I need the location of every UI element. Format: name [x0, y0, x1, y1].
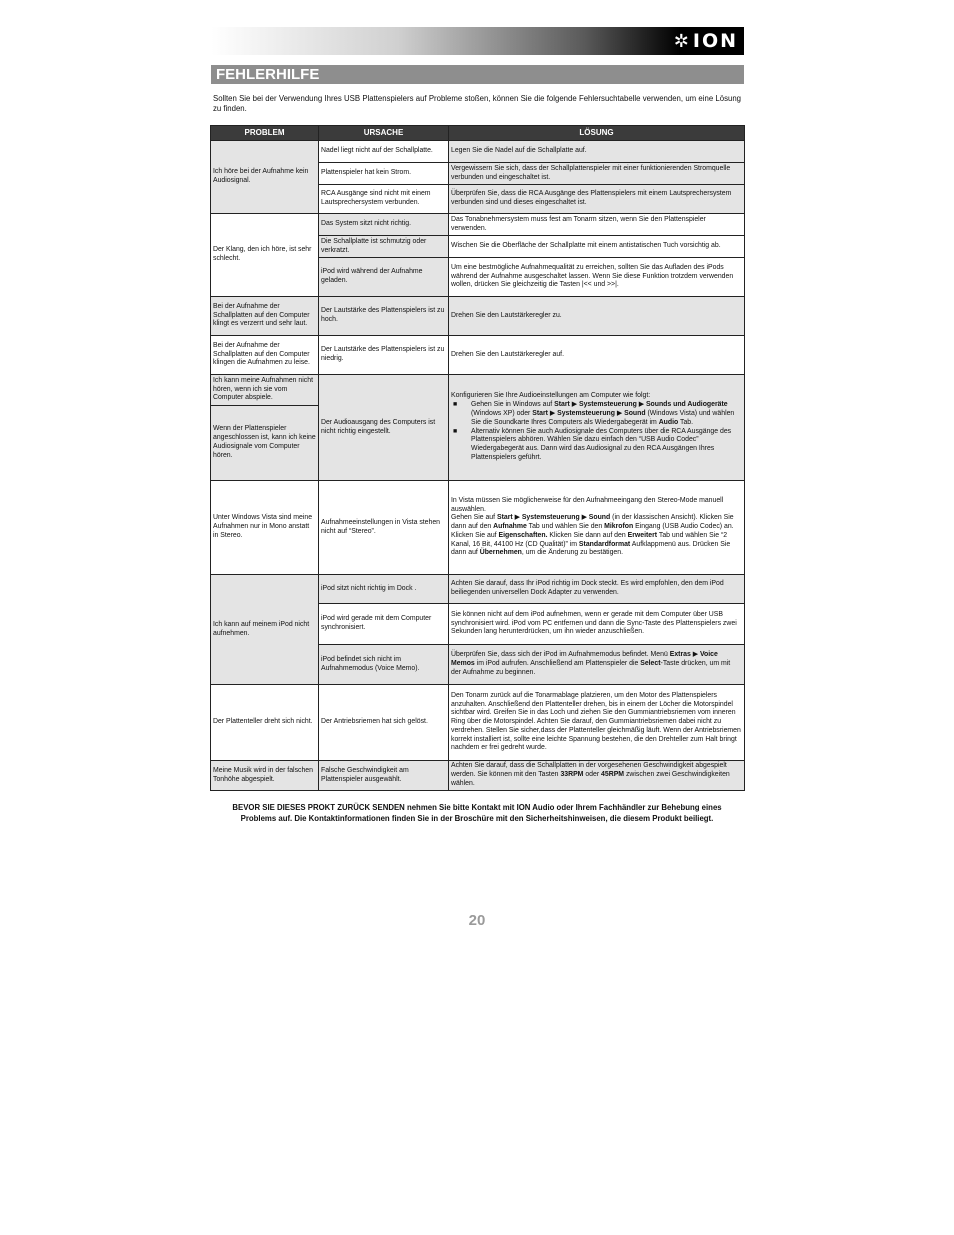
solution-cell: In Vista müssen Sie möglicherweise für den Aufnahmeeingang den Stereo-Mode manuell auswählen. Gehen Sie auf Start ▶ Systemsteuerung ▶ Sound (in der klassischen Ansicht). Klicken Sie dann auf den Aufnahme Tab und wählen Sie den Mikrofon Eingang (USB Audio Codec) an. Klicken Sie auf Eigenschaften. Klicken Sie dann auf den Erweitert Tab und wählen Sie “2 Kanal, 16 Bit, 44100 Hz (CD Qualität)” im Standardformat Aufklappmenü aus. Drücken Sie dann auf Übernehmen, um die Änderung zu bestätigen.	[449, 481, 745, 575]
intro-paragraph: Sollten Sie bei der Verwendung Ihres USB Plattenspielers auf Probleme stoßen, können Sie die folgende Fehlersuchtabelle verwenden, um eine Lösung zu finden.	[213, 94, 741, 113]
problem-cell: Ich kann auf meinem iPod nicht aufnehmen.	[211, 575, 319, 685]
table-row	[211, 685, 745, 761]
return-notice: BEVOR SIE DIESES PROKT ZURÜCK SENDEN nehmen Sie bitte Kontakt mit ION Audio oder Ihrem Fachhändler zur Behebung eines Problems auf. Die Kontaktinformationen finden Sie in der Broschüre mit den Sicherheitshinweisen, die diesem Produkt beiliegt.	[232, 803, 722, 823]
solution-cell: Um eine bestmögliche Aufnahmequalität zu erreichen, sollten Sie das Aufladen des iPods während der Aufnahme ausgeschaltet lassen. Wenn Sie diese Funktion trotzdem verwenden wollen, drücken Sie gleichzeitig die Tasten |<< und >>|.	[449, 258, 745, 297]
solution-cell: Überprüfen Sie, dass die RCA Ausgänge des Plattenspielers mit einem Lautsprechersystem verbunden sind und dieses eingeschaltet ist.	[449, 185, 745, 214]
table-row	[211, 575, 745, 604]
cause-cell: iPod wird gerade mit dem Computer synchronisiert.	[319, 604, 449, 645]
logo-text: ION	[692, 30, 738, 52]
header-loesung: LÖSUNG	[449, 126, 745, 141]
table-header-row	[211, 126, 745, 141]
ion-logo	[674, 29, 738, 53]
ion-star-icon: ✲	[673, 30, 691, 52]
problem-cell: Bei der Aufnahme der Schallplatten auf den Computer klingt es verzerrt und sehr laut.	[211, 297, 319, 336]
solution-cell: Drehen Sie den Lautstärkeregler auf.	[449, 336, 745, 375]
table-row	[211, 141, 745, 163]
table-row	[211, 297, 745, 336]
table-row	[211, 375, 745, 406]
cause-cell: Der Audioausgang des Computers ist nicht richtig eingestellt.	[319, 375, 449, 481]
solution-cell: Achten Sie darauf, dass Ihr iPod richtig im Dock steckt. Es wird empfohlen, den dem iPod beiliegenden universellen Dock Adapter zu verwenden.	[449, 575, 745, 604]
page-title: FEHLERHILFE	[216, 66, 320, 83]
solution-cell: Sie können nicht auf dem iPod aufnehmen, wenn er gerade mit dem Computer über USB synchronisiert wird. iPod vom PC entfernen und dann die Sync-Taste des Plattenspielers zwei Sekunden lang herunterdrücken, um ihn wieder anzuschließen.	[449, 604, 745, 645]
solution-bullet	[451, 428, 742, 463]
solution-cell: Wischen Sie die Oberfläche der Schallplatte mit einem antistatischen Tuch vorsichtig ab.	[449, 236, 745, 258]
table-row	[211, 761, 745, 791]
problem-cell: Der Plattenteller dreht sich nicht.	[211, 685, 319, 761]
cause-cell: Das System sitzt nicht richtig.	[319, 214, 449, 236]
solution-cell: Achten Sie darauf, dass die Schallplatten in der vorgesehenen Geschwindigkeit abgespielt werden. Sie können mit den Tasten 33RPM oder 45RPM zwischen zwei Geschwindigkeiten wählen.	[449, 761, 745, 791]
problem-cell: Bei der Aufnahme der Schallplatten auf den Computer klingen die Aufnahmen zu leise.	[211, 336, 319, 375]
solution-cell: Überprüfen Sie, dass sich der iPod im Aufnahmemodus befindet. Menü Extras ▶ Voice Memos im iPod aufrufen. Anschließend am Plattenspieler die Select-Taste drücken, um mit der Aufnahme zu beginnen.	[449, 645, 745, 685]
section-title-bar	[211, 65, 744, 84]
problem-cell: Ich höre bei der Aufnahme kein Audiosignal.	[211, 141, 319, 214]
problem-cell: Unter Windows Vista sind meine Aufnahmen nur in Mono anstatt in Stereo.	[211, 481, 319, 575]
cause-cell: Nadel liegt nicht auf der Schallplatte.	[319, 141, 449, 163]
page-number: 20	[468, 912, 486, 929]
cause-cell: Die Schallplatte ist schmutzig oder verkratzt.	[319, 236, 449, 258]
cause-cell: RCA Ausgänge sind nicht mit einem Lautsprechersystem verbunden.	[319, 185, 449, 214]
table-row	[211, 481, 745, 575]
problem-cell: Der Klang, den ich höre, ist sehr schlecht.	[211, 214, 319, 297]
cause-cell: iPod wird während der Aufnahme geladen.	[319, 258, 449, 297]
cause-cell: Der Lautstärke des Plattenspielers ist zu niedrig.	[319, 336, 449, 375]
solution-cell: Den Tonarm zurück auf die Tonarmablage platzieren, um den Motor des Plattenspielers anzuhalten. Anschließend den Plattenteller drehen, bis in einem der Löcher die Motorspindel sichtbar wird. Greifen Sie in das Loch und ziehen Sie den Gummiantriebsriemen vom inneren Ring über die Motorspindel. Achten Sie darauf, den Gummiantriebsriemen dabei nicht zu verdrehen. Stellen Sie sicher,dass der Plattenteller gleichmäßig läuft. Wenn der Antriebsriemen korrekt installiert ist, sollte eine leichte Spannung bestehen, die den Drehteller zum Halt bringt nachdem er frei gedreht wurde.	[449, 685, 745, 761]
solution-bullet	[451, 401, 742, 427]
bullet-icon: ■	[453, 401, 458, 409]
table-row	[211, 336, 745, 375]
bullet-text: Gehen Sie in Windows auf Start ▶ Systemsteuerung ▶ Sounds und Audiogeräte (Windows XP) oder Start ▶ Systemsteuerung ▶ Sound (Windows Vista) und wählen Sie die Soundkarte Ihres Computers als Wiedergabegerät im Audio Tab.	[471, 401, 735, 426]
cause-cell: Plattenspieler hat kein Strom.	[319, 163, 449, 185]
header-problem: PROBLEM	[211, 126, 319, 141]
solution-cell: Vergewissern Sie sich, dass der Schallplattenspieler mit einer funktionierenden Stromquelle verbunden und eingeschaltet ist.	[449, 163, 745, 185]
problem-cell: Wenn der Plattenspieler angeschlossen ist, kann ich keine Audiosignale vom Computer hören.	[211, 406, 319, 481]
solution-cell: Drehen Sie den Lautstärkeregler zu.	[449, 297, 745, 336]
solution-cell: Legen Sie die Nadel auf die Schallplatte auf.	[449, 141, 745, 163]
troubleshooting-table	[210, 125, 745, 791]
problem-cell: Meine Musik wird in der falschen Tonhöhe abgespielt.	[211, 761, 319, 791]
cause-cell: iPod sitzt nicht richtig im Dock .	[319, 575, 449, 604]
problem-cell: Ich kann meine Aufnahmen nicht hören, wenn ich sie vom Computer abspiele.	[211, 375, 319, 406]
cause-cell: Aufnahmeeinstellungen in Vista stehen nicht auf “Stereo”.	[319, 481, 449, 575]
solution-cell: Das Tonabnehmersystem muss fest am Tonarm sitzen, wenn Sie den Plattenspieler verwenden.	[449, 214, 745, 236]
solution-cell	[449, 375, 745, 481]
cause-cell: Der Antriebsriemen hat sich gelöst.	[319, 685, 449, 761]
header-bar	[211, 27, 744, 55]
header-ursache: URSACHE	[319, 126, 449, 141]
table-row	[211, 214, 745, 236]
bullet-text: Alternativ können Sie auch Audiosignale des Computers über die RCA Ausgänge des Plattenspielers abhören. Wählen Sie dazu einfach den “USB Audio Codec” Wiedergabegerät aus. Dann wird das Audiosignal zu den RCA Ausgängen Ihres Plattenspielers geführt.	[471, 427, 732, 461]
cause-cell: Falsche Geschwindigkeit am Plattenspieler ausgewählt.	[319, 761, 449, 791]
cause-cell: Der Lautstärke des Plattenspielers ist zu hoch.	[319, 297, 449, 336]
cause-cell: iPod befindet sich nicht im Aufnahmemodus (Voice Memo).	[319, 645, 449, 685]
bullet-icon: ■	[453, 427, 458, 435]
solution-intro: Konfigurieren Sie Ihre Audioeinstellungen am Computer wie folgt:	[451, 392, 651, 400]
